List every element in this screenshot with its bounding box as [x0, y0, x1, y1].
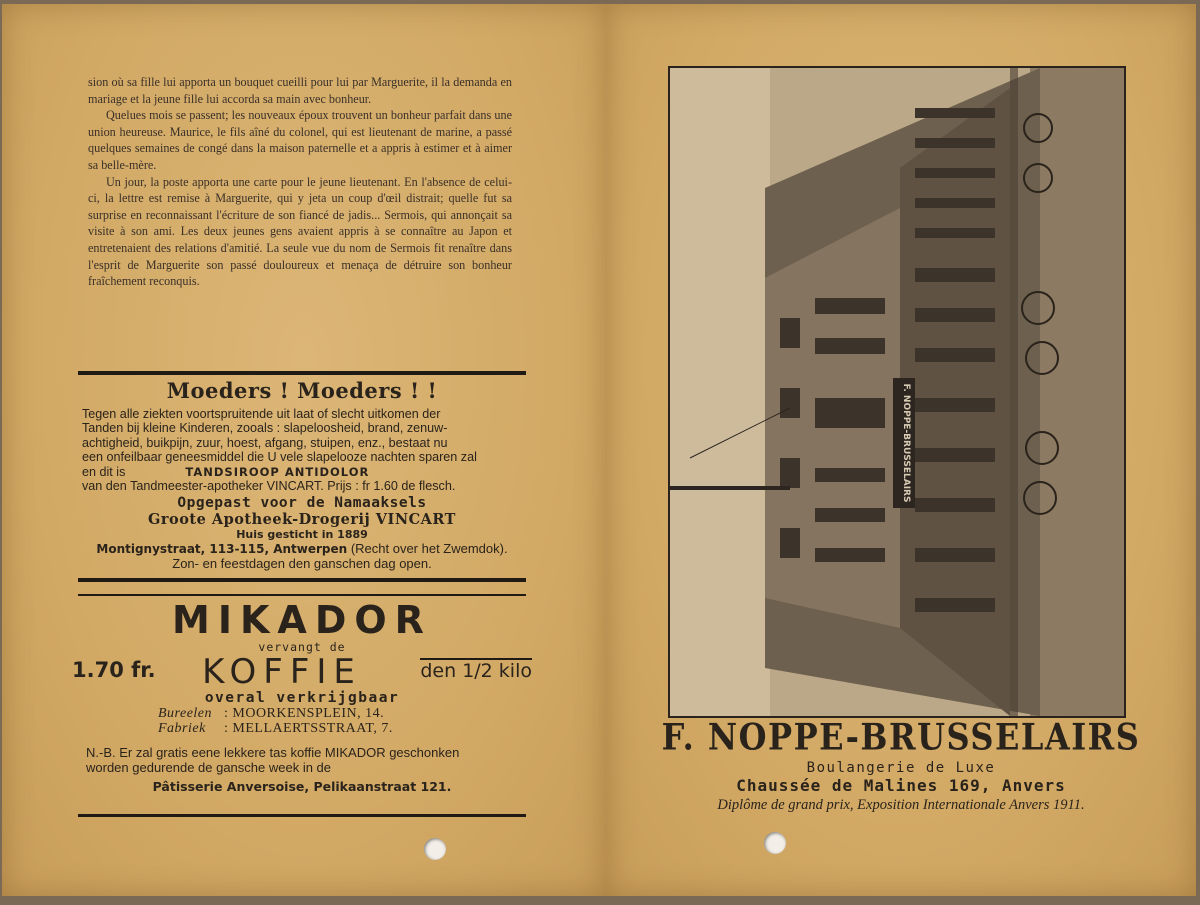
vincart-advertisement	[72, 376, 532, 571]
mikador-price-row	[72, 652, 532, 692]
ad-body	[72, 407, 532, 493]
punch-hole	[764, 832, 786, 854]
ad-product-name: TANDSIROOP ANTIDOLOR	[185, 464, 370, 479]
ad-product-line	[82, 465, 528, 479]
story-text	[88, 74, 512, 290]
bakery-name: F. NOPPE-BRUSSELAIRS	[661, 715, 1141, 759]
factory-address: : MELLAERTSSTRAAT, 7.	[224, 721, 393, 736]
divider-rule	[78, 578, 526, 582]
building-sign: F. NOPPE-BRUSSELAIRS	[901, 383, 911, 503]
divider-rule	[78, 371, 526, 375]
ad-headline: Moeders ! Moeders ! !	[166, 378, 438, 403]
mikador-replaces: vervangt de	[258, 640, 346, 654]
story-paragraph: sion où sa fille lui apporta un bouquet cueilli pour lui par Marguerite, il la demanda en mariage et la jeune fille lui accorda sa main avec bonheur.	[88, 75, 512, 106]
bakery-building-photo	[668, 66, 1126, 718]
ad-address	[72, 541, 532, 556]
bakery-type: Boulangerie de Luxe	[806, 760, 996, 776]
bakery-award: Diplôme de grand prix, Exposition Internationale Anvers 1911.	[717, 797, 1085, 813]
building-illustration	[670, 68, 1124, 716]
ad-warning: Opgepast voor de Namaaksels	[177, 495, 427, 512]
factory-label: Fabriek	[158, 721, 206, 736]
mikador-product: KOFFIE	[202, 652, 362, 692]
ad-maker-line: van den Tandmeester-apotheker VINCART. Prijs : fr 1.60 de flesch.	[82, 479, 456, 494]
ad-body-line: een onfeilbaar geneesmiddel die U vele slapelooze nachten sparen zal	[82, 450, 477, 465]
office-label: Bureelen	[158, 706, 213, 721]
ad-body-line: achtigheid, buikpijn, zuur, hoest, afgang, stuipen, enz., bestaat nu	[82, 435, 448, 450]
bakery-address: Chaussée de Malines 169, Anvers	[736, 776, 1066, 795]
right-page	[606, 4, 1196, 896]
mikador-availability: overal verkrijgbaar	[204, 690, 400, 706]
divider-rule	[78, 814, 526, 817]
mikador-advertisement	[72, 596, 532, 794]
mikador-brand: MIKADOR	[172, 598, 432, 642]
office-address: : MOORKENSPLEIN, 14.	[224, 706, 385, 721]
ad-body-line: Tegen alle ziekten voortspruitende uit laat of slecht uitkomen der	[82, 407, 441, 421]
mikador-quantity: den 1/2 kilo	[420, 660, 532, 682]
ad-body-line: Tanden bij kleine Kinderen, zooals : slapeloosheid, brand, zenuw-	[82, 421, 448, 436]
left-page	[2, 4, 607, 896]
mikador-note	[72, 746, 532, 775]
ad-address-note: (Recht over het Zwemdok).	[350, 541, 508, 557]
mikador-patisserie: Pâtisserie Anversoise, Pelikaanstraat 121.	[152, 779, 452, 794]
punch-hole	[424, 838, 446, 860]
ad-product-intro: en dit is	[82, 464, 126, 479]
story-paragraph: Quelues mois se passent; les nouveaux époux trouvent un bonheur parfait dans une union heureuse. Maurice, le fils aîné du colonel, qui est lieutenant de marine, a passé quelques semaines de congé dans la maison paternelle et a appris à estimer et à aimer sa belle-mère.	[88, 108, 512, 172]
note-line: worden gedurende de gansche week in de	[86, 759, 332, 775]
mikador-office	[72, 706, 532, 721]
ad-opening-hours: Zon- en feestdagen den ganschen dag open.	[172, 556, 432, 572]
ad-shop-name: Groote Apotheek-Drogerij VINCART	[148, 511, 456, 529]
mikador-factory	[72, 721, 532, 736]
ad-established: Huis gesticht in 1889	[236, 528, 368, 542]
bakery-caption	[606, 715, 1196, 814]
story-paragraph: Un jour, la poste apporta une carte pour le jeune lieutenant. En l'absence de celui-ci, la lettre est remise à Marguerite, qui y jeta un coup d'œil distrait; quelle fut sa surprise en reconnaissant l'écriture de son fiancé de jadis... Sermois, qui annonçait sa visite à son ami. Les deux jeunes gens avaient appris à se connaître au Japon et entretenaient des relations d'amitié. La seule vue du nom de Sermois fit renaître dans l'esprit de Marguerite son passé douloureux et menaça de détruire son bonheur fraîchement reconquis.	[88, 174, 512, 289]
mikador-price: 1.70 fr.	[72, 658, 156, 682]
note-line: N.-B. Er zal gratis eene lekkere tas koffie MIKADOR geschonken	[86, 745, 460, 760]
ad-address-street: Montignystraat, 113-115, Antwerpen	[96, 542, 348, 557]
